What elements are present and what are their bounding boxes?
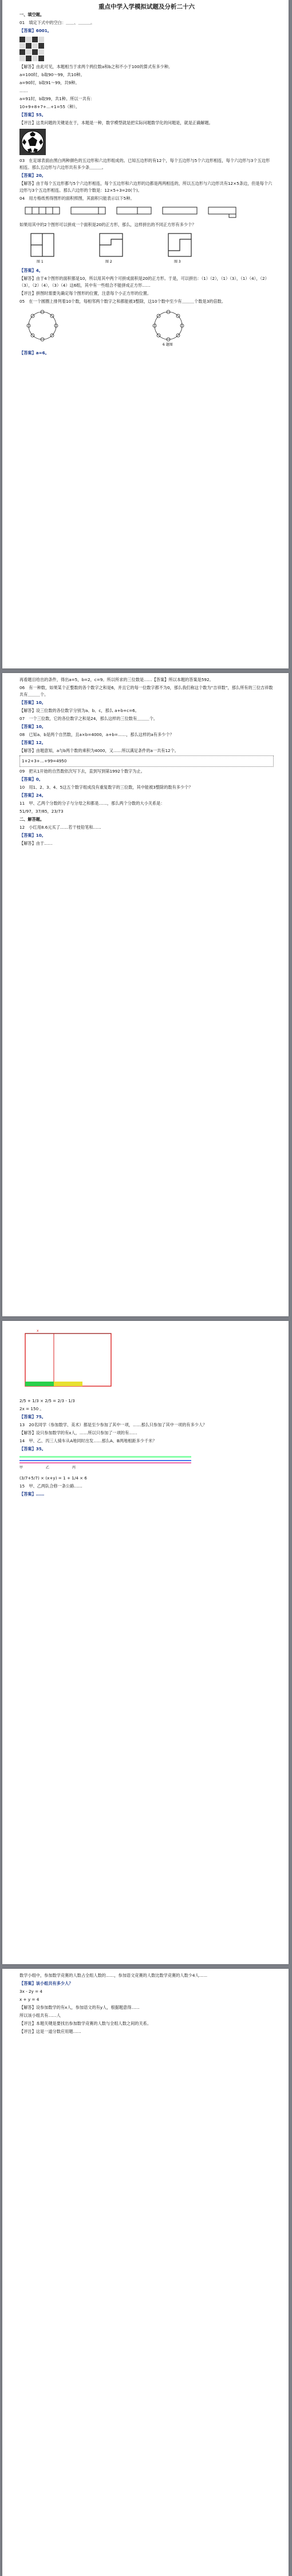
q8-answer: 【答案】12。 xyxy=(19,740,46,745)
q5-answer: 【答案】a=6。 xyxy=(19,350,49,355)
q2-line-3: …… xyxy=(19,88,28,93)
q5-circle-row xyxy=(19,307,274,347)
bar-blue xyxy=(19,1460,191,1461)
q3-analysis: 【解答】由于每个五边形都与5个六边形相连，每个五边形和六边形的边都是两两相连的，所以五边形与六边形共有12×5条边，但是每个六边形与3个五边形相连。那么六边形的个数是：12×5÷3=20(个)。 xyxy=(19,181,273,193)
review-2: 【评注】这是一道分数应用题…… xyxy=(19,2029,81,2034)
page-4 xyxy=(2,1969,289,2576)
q7-text: 07 一个三位数，它的各位数字之和是24，那么这样的三位数有＿＿＿个。 xyxy=(19,716,158,721)
page-2-intro: 再看题目给出的条件，得出a=5，b=2，c=9。所以所求的三位数是……【答案】所以本题的答案是592。 xyxy=(19,677,214,682)
q12-analysis: 【解答】由于…… xyxy=(19,841,53,846)
page-1 xyxy=(2,0,289,668)
q13-rect-figure-row xyxy=(19,1327,274,1395)
q14-answer: 【答案】35。 xyxy=(19,1446,46,1451)
q15-answer: 【答案】…… xyxy=(19,1491,45,1497)
bar-pink xyxy=(19,1462,191,1463)
equation-1: 2/5 + 1/3 × 2/5 = 2/3 - 1/3 xyxy=(19,1398,75,1403)
page-4-intro: 数学小组中，参加数学竞赛的人数占全组人数的……，参加语文竞赛的人数比数学竞赛的人数少4人…… xyxy=(19,1973,208,1978)
q2-line-4: a=91时，b取99，共1种。所以一共有： xyxy=(19,96,95,101)
q10-answer: 【答案】24。 xyxy=(19,793,46,798)
q3-text: 03 在足球表面由黑白两种颜色的五边形和六边形组成的。已知五边形的有12个，每个五边形与5个六边形相连，每个六边形与3个五边形相连。那么五边形与六边形共有多少条＿＿＿。 xyxy=(19,158,270,170)
figure-label-2: 图 2 xyxy=(105,260,112,264)
q2-answer: 【答案】55。 xyxy=(19,112,46,117)
q11-text: 11 甲、乙两个分数的分子与分母之和都是……，那么两个分数的大小关系是： xyxy=(19,801,165,806)
doc-title: 重点中学入学模拟试题及分析二十六 xyxy=(98,3,195,10)
q17-review: 【评注】本题关键是要找出参加数学竞赛的人数与全组人数之间的关系。 xyxy=(19,2021,152,2026)
q2-figure-row xyxy=(19,37,274,61)
q12-text: 12 小红用8.6元买了……若干枝铅笔和…… xyxy=(19,825,101,830)
q12-answer: 【答案】10。 xyxy=(19,833,46,838)
q2-line-2: a=90时，b取91～99，共9种。 xyxy=(19,80,80,85)
q5-circle-figures xyxy=(19,307,271,347)
section-2-heading: 二、解答题。 xyxy=(19,817,45,822)
q2-line-1: a=100时，b取90～99，共10种。 xyxy=(19,72,85,77)
q13-rect-figure xyxy=(19,1327,134,1395)
figure-label-1: 图 1 xyxy=(37,260,44,264)
speed-label-c: 丙 xyxy=(72,1466,76,1470)
soccer-ball-figure-row xyxy=(19,129,274,155)
q4-text: 04 用方格纸剪得图形的面积照图，其面积只能表示以下5种。 xyxy=(19,196,135,201)
q3-answer: 【答案】20。 xyxy=(19,173,46,178)
q9-text: 09 把从1开始的自然数依次写下去，直到写到第1992个数字为止。 xyxy=(19,769,145,774)
x-label: x xyxy=(37,1329,39,1333)
q15-text: 15 甲、乙两队合修一条公路…… xyxy=(19,1483,82,1489)
q4-figures-row xyxy=(19,231,274,265)
q1-answer: 【答案】6001。 xyxy=(19,28,52,33)
q14-speed-diagram xyxy=(19,1456,191,1471)
q4-answer: 【答案】4。 xyxy=(19,268,43,273)
q16-answer: 【答案】该小组共有多少人？ xyxy=(19,1981,73,1986)
equation-3: (3/7+5/7) × (x+y) = 1 + 1/4 × 6 xyxy=(19,1475,87,1481)
equation-5: x + y = 4 xyxy=(19,1997,40,2002)
page-4-content xyxy=(19,1972,274,2036)
q8-text: 08 已知a、b是两个自然数，且a×b=4000，a+b=……，那么这样的a有多少个？ xyxy=(19,732,174,737)
q5-text: 05 在一个圆圈上排列着10个数，每相邻两个数字之和都能被3整除，这10个数中至少有＿＿＿个数是3的倍数。 xyxy=(19,299,226,304)
q11-fractions: 51/97，37/85，23/73 xyxy=(19,809,64,814)
page-2 xyxy=(2,673,289,1316)
q2-review: 【评注】这类问题的关键是在于，本题是一种，数学模型就是把实际问题数学化的问题是，就是正确解题。 xyxy=(19,120,213,125)
q4-shapes-row xyxy=(19,204,274,219)
q2-analysis: 【解答】由此可见，本题相当于求两个两位数a和b之和不小于100的算式有多少种。 xyxy=(19,64,173,69)
equation-2: 2x = 150 。 xyxy=(19,1406,44,1411)
circle-figure-label: 6 题图 xyxy=(163,343,173,347)
q8-analysis: 【解答】由题意知，a与b两个数的乘积为4000，又……所以满足条件的a一共有12个。 xyxy=(19,748,179,753)
q13-text: 13 20名同学（参加数学、美术）都是至少参加了其中一项，……那么只参加了其中一项的有多少人？ xyxy=(19,1422,207,1427)
q4-figures xyxy=(19,231,271,265)
page-2-content xyxy=(19,676,274,848)
bar-green xyxy=(19,1456,191,1458)
q16-final: 所以该小组共有……人 xyxy=(19,2013,61,2018)
q2-grid-figure xyxy=(19,37,44,61)
q4-shapes-figure xyxy=(19,204,248,219)
section-1-heading: 一、填空题。 xyxy=(19,12,45,17)
speed-label-b: 乙 xyxy=(46,1466,50,1470)
q16-analysis: 【解答】设参加数学的有x人，参加语文的有y人，根据题意得…… xyxy=(19,2005,140,2010)
q10-text: 10 用1、2、3、4、5这五个数字组成没有重复数字的三位数，其中能被3整除的数有多少个？ xyxy=(19,785,193,790)
q6-answer: 【答案】10。 xyxy=(19,700,46,705)
equation-4: 3x - 2y = 4 xyxy=(19,1989,42,1994)
q2-line-5: 10+9+8+7+…+1=55（种）。 xyxy=(19,104,80,109)
page-3 xyxy=(2,1321,289,1964)
q6-analysis: 【解答】设三位数的各位数字分别为a、b、c，那么 a+b+c=6。 xyxy=(19,708,139,713)
page-1-content xyxy=(19,3,274,358)
q6-text: 06 有一种数，如果某个正整数的各个数字之和是6，并且它的每一位数字都不为0，那么我们称这个数为“吉祥数”，那么所有的三位吉祥数共有＿＿＿个。 xyxy=(19,685,273,697)
figure-label-3: 图 3 xyxy=(174,260,181,264)
soccer-ball-figure xyxy=(19,129,46,155)
q7-answer: 【答案】10。 xyxy=(19,724,46,729)
q14-text: 14 甲、乙、丙三人骑车从A地同时出发……那么A、B两地相距多少千米？ xyxy=(19,1438,157,1443)
q9-answer: 【答案】0。 xyxy=(19,777,43,782)
formula-box: 1+2+3+…+99=4950 xyxy=(19,755,274,767)
speed-label-a: 甲 xyxy=(19,1466,23,1470)
q4-note: 如果用其中的2个图形可以拼成一个面积是20的正方形，那么，这样拼出的不同正方形有多少个？ xyxy=(19,222,196,227)
q4-analysis: 【解答】由于4个图形的面积都是10，所以用其中两个可拼成面积是20的正方形。于是，可以拼出：（1）（2），（1）（3），（1）（4），（2）（3），（2）（4），（3）（4）这6组，其中有一些组合不能拼成正方形…… xyxy=(19,276,269,288)
q1-text: 01 填定下式中的空白：＿＿、＿＿＿。 xyxy=(19,20,95,25)
q4-review: 【评注】拼图时需要先确定每个图形的位置，注意每个小正方形的位置。 xyxy=(19,291,152,296)
page-3-content xyxy=(19,1324,274,1499)
q13-answer: 【答案】75。 xyxy=(19,1414,46,1419)
q13-analysis: 【解答】设只参加数学的有x人，……所以只参加了一项的有…… xyxy=(19,1430,137,1435)
